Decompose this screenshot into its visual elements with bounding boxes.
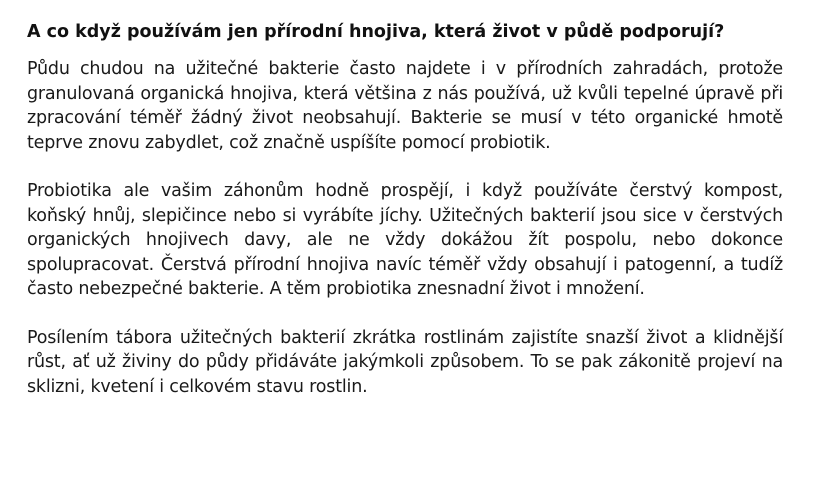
article-paragraph-1: Půdu chudou na užitečné bakterie často najdete i v přírodních zahradách, protože granulovaná organická hnojiva, která většina z nás používá, už kvůli tepelné úpravě při zpracování téměř žádný život neobsahují. Bakterie se musí v této organické hmotě teprve znovu zabydlet, což značně uspíšíte pomocí probiotik.	[27, 59, 783, 153]
article	[27, 19, 783, 399]
article-heading: A co když používám jen přírodní hnojiva, která život v půdě podporují?	[27, 22, 725, 42]
article-paragraph-3: Posílením tábora užitečných bakterií zkrátka rostlinám zajistíte snazší život a klidnější růst, ať už živiny do půdy přidáváte jakýmkoli způsobem. To se pak zákonitě projeví na sklizni, kvetení i celkovém stavu rostlin.	[27, 327, 783, 397]
article-paragraph-2: Probiotika ale vašim záhonům hodně prospějí, i když používáte čerstvý kompost, koňský hnůj, slepičince nebo si vyrábíte jíchy. Užitečných bakterií jsou sice v čerstvých organických hnojivech davy, ale ne vždy dokážou žít pospolu, nebo dokonce spolupracovat. Čerstvá přírodní hnojiva navíc téměř vždy obsahují i patogenní, a tudíž často nebezpečné bakterie. A těm probiotika znesnadní život i množení.	[27, 181, 783, 299]
